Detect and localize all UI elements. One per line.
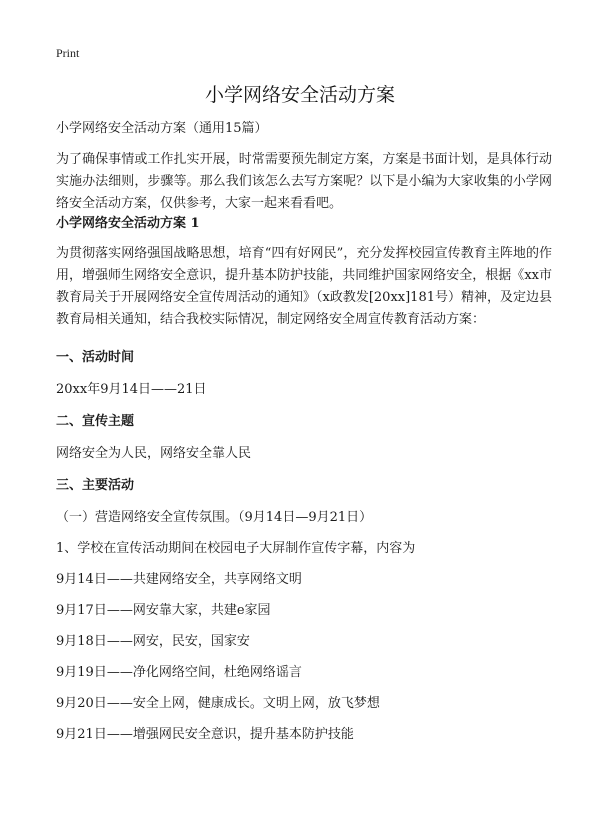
schedule-item: 9月17日——网安靠大家，共建e家园: [56, 603, 271, 618]
heading-activity-time: 一、活动时间: [56, 350, 135, 365]
print-link[interactable]: Print: [56, 46, 80, 60]
schedule-item: 9月20日——安全上网，健康成长。文明上网，放飞梦想: [56, 696, 380, 711]
theme-value: 网络安全为人民，网络安全靠人民: [56, 446, 252, 461]
heading-theme: 二、宣传主题: [56, 414, 135, 429]
activity-subitem: 1、学校在宣传活动期间在校园电子大屏制作宣传字幕，内容为: [56, 541, 416, 556]
section-body-paragraph: 为贯彻落实网络强国战略思想，培育“四有好网民”，充分发挥校园宣传教育主阵地的作用，增强师生网络安全意识，提升基本防护技能，共同维护国家网络安全，根据《xx市教育局关于开展网络安全宣传周活动的通知》（x政教发[20xx]181号）精神，及定边县教育局相关通知，结合我校实际情况，制定网络安全周宣传教育活动方案：: [56, 246, 552, 327]
activity-item: （一）营造网络安全宣传氛围。（9月14日—9月21日）: [56, 510, 373, 525]
schedule-item: 9月19日——净化网络空间，杜绝网络谣言: [56, 665, 302, 680]
document-title: 小学网络安全活动方案: [204, 84, 395, 106]
document-subtitle: 小学网络安全活动方案（通用15篇）: [56, 121, 268, 136]
intro-paragraph: 为了确保事情或工作扎实开展，时常需要预先制定方案，方案是书面计划，是具体行动实施办法细则，步骤等。那么我们该怎么去写方案呢？以下是小编为大家收集的小学网络安全活动方案，仅供参考，大家一起来看看吧。: [56, 152, 552, 211]
activity-time-value: 20xx年9月14日——21日: [56, 382, 207, 397]
section-heading: 小学网络安全活动方案 1: [56, 216, 200, 231]
schedule-item: 9月14日——共建网络安全，共享网络文明: [56, 572, 302, 587]
heading-main-activities: 三、主要活动: [56, 478, 135, 493]
schedule-item: 9月21日——增强网民安全意识，提升基本防护技能: [56, 727, 354, 742]
schedule-item: 9月18日——网安，民安，国家安: [56, 634, 250, 649]
